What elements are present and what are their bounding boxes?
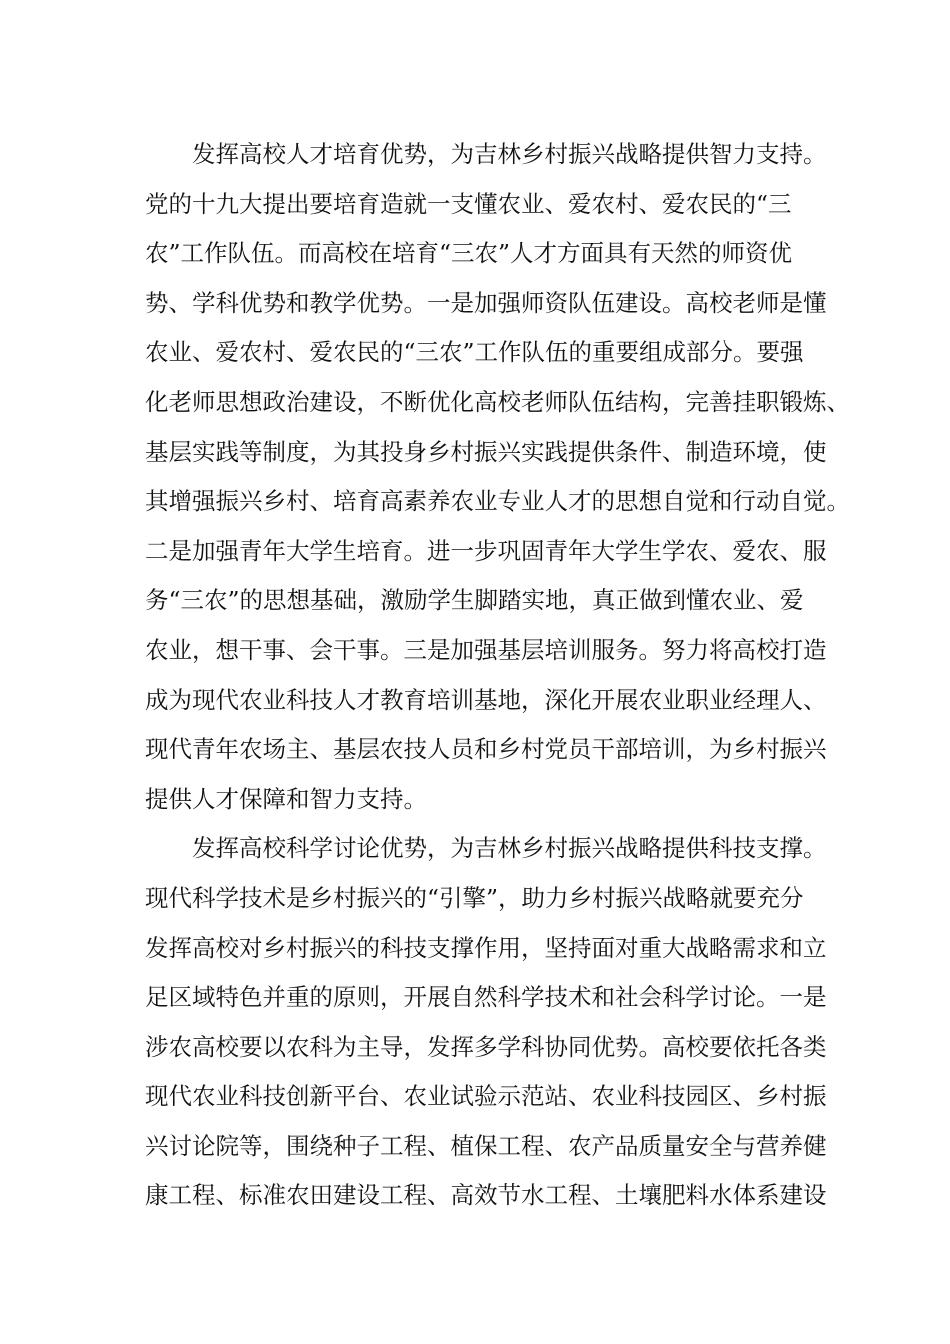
text-line: 农”工作队伍。而高校在培育“三农”人才方面具有天然的师资优 bbox=[145, 239, 793, 268]
text-line: 党的十九大提出要培育造就一支懂农业、爱农村、爱农民的“三 bbox=[145, 189, 792, 218]
paragraph-1-heading-line: 发挥高校人才培育优势，为吉林乡村振兴战略提供智力支持。 bbox=[192, 140, 827, 168]
text-line: 其增强振兴乡村、培育高素养农业专业人才的思想自觉和行动自觉。 bbox=[145, 487, 850, 516]
text-line: 基层实践等制度，为其投身乡村振兴实践提供条件、制造环境，使 bbox=[145, 437, 827, 466]
text-line: 二是加强青年大学生培育。进一步巩固青年大学生学农、爱农、服 bbox=[145, 536, 827, 565]
text-line: 康工程、标准农田建设工程、高效节水工程、土壤肥料水体系建设 bbox=[145, 1181, 827, 1210]
text-line: 兴讨论院等，围绕种子工程、植保工程、农产品质量安全与营养健 bbox=[145, 1131, 827, 1160]
text-line: 现代青年农场主、基层农技人员和乡村党员干部培训，为乡村振兴 bbox=[145, 735, 827, 764]
text-line: 现代农业科技创新平台、农业试验示范站、农业科技园区、乡村振 bbox=[145, 1082, 827, 1111]
text-line: 农业、爱农村、爱农民的“三农”工作队伍的重要组成部分。要强 bbox=[145, 338, 804, 367]
text-line: 现代科学技术是乡村振兴的“引擎”，助力乡村振兴战略就要充分 bbox=[145, 883, 804, 912]
text-line: 势、学科优势和教学优势。一是加强师资队伍建设。高校老师是懂 bbox=[145, 288, 827, 317]
text-line: 涉农高校要以农科为主导，发挥多学科协同优势。高校要依托各类 bbox=[145, 1032, 827, 1061]
text-line: 足区域特色并重的原则，开展自然科学技术和社会科学讨论。一是 bbox=[145, 983, 827, 1012]
body-text bbox=[145, 130, 850, 1221]
text-line: 提供人才保障和智力支持。 bbox=[145, 784, 427, 813]
text-line: 发挥高校对乡村振兴的科技支撑作用，坚持面对重大战略需求和立 bbox=[145, 933, 827, 962]
text-line: 农业，想干事、会干事。三是加强基层培训服务。努力将高校打造 bbox=[145, 635, 827, 664]
paragraph-2-heading-line: 发挥高校科学讨论优势，为吉林乡村振兴战略提供科技支撑。 bbox=[192, 834, 827, 863]
text-line: 务“三农”的思想基础，激励学生脚踏实地，真正做到懂农业、爱 bbox=[145, 586, 804, 615]
text-line: 成为现代农业科技人才教育培训基地，深化开展农业职业经理人、 bbox=[145, 685, 827, 714]
text-line: 化老师思想政治建设，不断优化高校老师队伍结构，完善挂职锻炼、 bbox=[145, 387, 850, 416]
